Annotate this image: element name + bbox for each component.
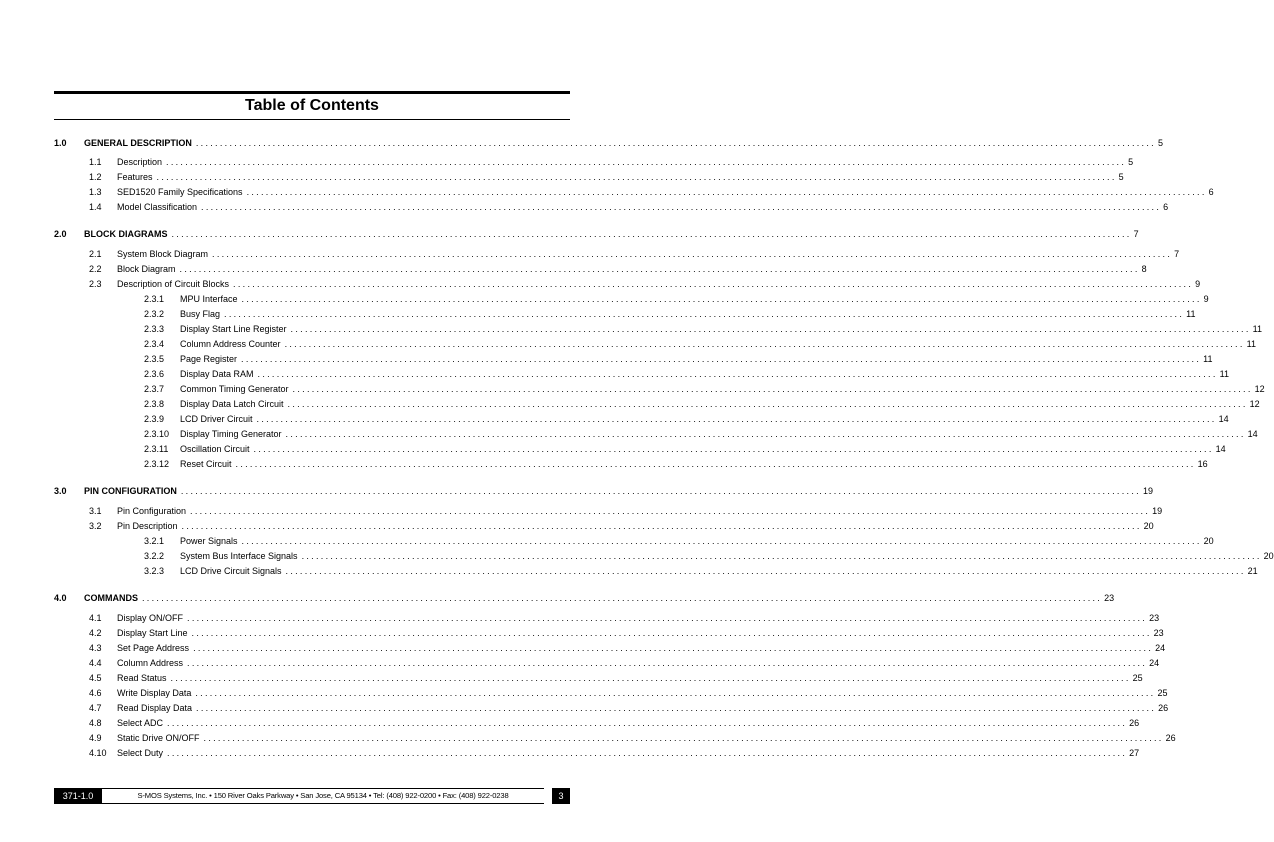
page-footer bbox=[54, 788, 570, 804]
toc-entry[interactable] bbox=[89, 641, 1166, 655]
toc-entry-title: COMMANDS bbox=[84, 593, 138, 603]
toc-entry-title: Pin Description bbox=[117, 521, 178, 531]
toc-section-entry[interactable] bbox=[54, 591, 1115, 605]
toc-entry-page: 24 bbox=[1149, 658, 1160, 668]
toc-leader-dots: ........................................................................................................................................................................................................ bbox=[195, 138, 1156, 148]
toc-entry-number: 2.3.11 bbox=[144, 444, 169, 454]
toc-leader-dots: ........................................................................................................................................................................................................ bbox=[181, 521, 1142, 531]
toc-entry-title: Column Address Counter bbox=[180, 339, 281, 349]
toc-entry-page: 27 bbox=[1129, 748, 1140, 758]
toc-entry-page: 5 bbox=[1128, 157, 1134, 167]
toc-leader-dots: ........................................................................................................................................................................................................ bbox=[241, 354, 1202, 364]
toc-entry-number: 4.3 bbox=[89, 643, 102, 653]
toc-entry-title: Column Address bbox=[117, 658, 184, 668]
toc-leader-dots: ........................................................................................................................................................................................................ bbox=[292, 384, 1253, 394]
toc-entry-page: 19 bbox=[1152, 506, 1163, 516]
toc-entry-page: 11 bbox=[1219, 369, 1229, 379]
toc-entry[interactable] bbox=[144, 442, 1226, 456]
toc-entry-number: 3.2.3 bbox=[144, 566, 165, 576]
toc-entry-number: 1.0 bbox=[54, 138, 67, 148]
toc-entry-number: 4.8 bbox=[89, 718, 102, 728]
toc-entry-title: Reset Circuit bbox=[180, 459, 232, 469]
toc-entry-page: 16 bbox=[1197, 459, 1208, 469]
toc-entry[interactable] bbox=[144, 352, 1213, 366]
toc-leader-dots: ........................................................................................................................................................................................................ bbox=[285, 566, 1246, 576]
toc-entry-title: Busy Flag bbox=[180, 309, 221, 319]
toc-entry-number: 2.3.4 bbox=[144, 339, 165, 349]
toc-leader-dots: ........................................................................................................................................................................................................ bbox=[284, 339, 1245, 349]
toc-entry-title: Static Drive ON/OFF bbox=[117, 733, 200, 743]
toc-leader-dots: ........................................................................................................................................................................................................ bbox=[196, 703, 1157, 713]
toc-entry-page: 6 bbox=[1208, 187, 1214, 197]
toc-entry-number: 2.3.3 bbox=[144, 324, 165, 334]
toc-entry-title: Display ON/OFF bbox=[117, 613, 184, 623]
toc-entry-page: 8 bbox=[1141, 264, 1147, 274]
toc-entry[interactable] bbox=[144, 457, 1208, 471]
toc-entry-title: Model Classification bbox=[117, 202, 198, 212]
toc-entry-number: 1.1 bbox=[89, 157, 102, 167]
toc-entry-title: Display Start Line Register bbox=[180, 324, 287, 334]
toc-entry-page: 20 bbox=[1203, 536, 1214, 546]
toc-entry-title: Common Timing Generator bbox=[180, 384, 289, 394]
toc-leader-dots: ........................................................................................................................................................................................................ bbox=[180, 486, 1141, 496]
toc-entry-number: 2.3.9 bbox=[144, 414, 165, 424]
toc-entry-title: Write Display Data bbox=[117, 688, 192, 698]
toc-entry-number: 3.0 bbox=[54, 486, 67, 496]
toc-entry-title: Set Page Address bbox=[117, 643, 190, 653]
toc-leader-dots: ........................................................................................................................................................................................................ bbox=[187, 658, 1148, 668]
toc-leader-dots: ........................................................................................................................................................................................................ bbox=[190, 506, 1151, 516]
toc-entry-number: 2.3.12 bbox=[144, 459, 170, 469]
toc-entry-title: Display Data RAM bbox=[180, 369, 254, 379]
toc-entry-title: Oscillation Circuit bbox=[180, 444, 250, 454]
toc-entry-number: 4.2 bbox=[89, 628, 102, 638]
toc-entry[interactable] bbox=[89, 611, 1160, 625]
toc-leader-dots: ........................................................................................................................................................................................................ bbox=[193, 643, 1154, 653]
toc-entry-title: Pin Configuration bbox=[117, 506, 187, 516]
toc-entry[interactable] bbox=[144, 322, 1262, 336]
toc-entry-page: 12 bbox=[1249, 399, 1260, 409]
toc-leader-dots: ........................................................................................................................................................................................................ bbox=[171, 229, 1132, 239]
toc-leader-dots: ........................................................................................................................................................................................................ bbox=[235, 459, 1196, 469]
toc-entry-number: 1.2 bbox=[89, 172, 102, 182]
toc-leader-dots: ........................................................................................................................................................................................................ bbox=[212, 249, 1173, 259]
toc-entry-title: GENERAL DESCRIPTION bbox=[84, 138, 192, 148]
page-title: Table of Contents bbox=[245, 97, 379, 114]
toc-entry-title: Page Register bbox=[180, 354, 238, 364]
toc-entry-number: 4.5 bbox=[89, 673, 102, 683]
toc-entry[interactable] bbox=[89, 731, 1176, 745]
toc-entry-number: 4.1 bbox=[89, 613, 102, 623]
toc-leader-dots: ........................................................................................................................................................................................................ bbox=[167, 718, 1128, 728]
toc-entry-title: MPU Interface bbox=[180, 294, 238, 304]
toc-entry-title: LCD Driver Circuit bbox=[180, 414, 253, 424]
toc-leader-dots: ........................................................................................................................................................................................................ bbox=[187, 613, 1148, 623]
toc-entry-page: 14 bbox=[1215, 444, 1226, 454]
toc-entry[interactable] bbox=[89, 716, 1140, 730]
footer-page-number: 3 bbox=[552, 788, 570, 804]
toc-entry-page: 23 bbox=[1149, 613, 1160, 623]
toc-entry[interactable] bbox=[89, 686, 1168, 700]
toc-entry-page: 11 bbox=[1203, 354, 1213, 364]
toc-entry[interactable] bbox=[144, 307, 1196, 321]
toc-entry-page: 23 bbox=[1104, 593, 1115, 603]
toc-entry-number: 4.10 bbox=[89, 748, 107, 758]
toc-entry-number: 3.2.2 bbox=[144, 551, 165, 561]
toc-leader-dots: ........................................................................................................................................................................................................ bbox=[170, 673, 1131, 683]
toc-entry-title: Display Data Latch Circuit bbox=[180, 399, 284, 409]
toc-leader-dots: ........................................................................................................................................................................................................ bbox=[142, 593, 1103, 603]
toc-entry[interactable] bbox=[89, 277, 1201, 291]
toc-entry-title: BLOCK DIAGRAMS bbox=[84, 229, 168, 239]
toc-entry-page: 25 bbox=[1157, 688, 1168, 698]
toc-entry-number: 2.3.5 bbox=[144, 354, 165, 364]
toc-entry[interactable] bbox=[144, 382, 1265, 396]
toc-entry-title: LCD Drive Circuit Signals bbox=[180, 566, 282, 576]
toc-entry-title: Block Diagram bbox=[117, 264, 176, 274]
toc-entry[interactable] bbox=[89, 519, 1154, 533]
toc-entry-number: 3.1 bbox=[89, 506, 102, 516]
toc-entry[interactable] bbox=[89, 185, 1214, 199]
toc-entry-page: 12 bbox=[1254, 384, 1265, 394]
toc-leader-dots: ........................................................................................................................................................................................................ bbox=[241, 536, 1202, 546]
toc-entry-number: 2.2 bbox=[89, 264, 102, 274]
toc-entry-number: 2.3.2 bbox=[144, 309, 165, 319]
toc-entry-title: Select ADC bbox=[117, 718, 164, 728]
footer-company-info: S-MOS Systems, Inc. • 150 River Oaks Parkway • San Jose, CA 95134 • Tel: (408) 922-0200 • Fax: (408) 922-0238 bbox=[102, 788, 544, 804]
toc-entry-title: PIN CONFIGURATION bbox=[84, 486, 177, 496]
toc-entry-number: 1.4 bbox=[89, 202, 102, 212]
toc-leader-dots: ........................................................................................................................................................................................................ bbox=[301, 551, 1262, 561]
toc-entry[interactable] bbox=[89, 155, 1134, 169]
toc-leader-dots: ........................................................................................................................................................................................................ bbox=[156, 172, 1117, 182]
toc-entry-page: 7 bbox=[1133, 229, 1139, 239]
toc-leader-dots: ........................................................................................................................................................................................................ bbox=[201, 202, 1162, 212]
toc-entry[interactable] bbox=[144, 337, 1257, 351]
toc-entry[interactable] bbox=[89, 671, 1143, 685]
toc-entry-title: Description bbox=[117, 157, 163, 167]
toc-section-entry[interactable] bbox=[54, 227, 1139, 241]
toc-entry-number: 2.0 bbox=[54, 229, 67, 239]
footer-doc-id: 371-1.0 bbox=[54, 788, 102, 804]
toc-entry-page: 20 bbox=[1263, 551, 1274, 561]
toc-leader-dots: ........................................................................................................................................................................................................ bbox=[241, 294, 1202, 304]
toc-entry-number: 1.3 bbox=[89, 187, 102, 197]
toc-entry-page: 11 bbox=[1246, 339, 1257, 349]
toc-entry-page: 23 bbox=[1153, 628, 1164, 638]
toc-entry-title: SED1520 Family Specifications bbox=[117, 187, 243, 197]
toc-entry[interactable] bbox=[89, 247, 1180, 261]
toc-leader-dots: ........................................................................................................................................................................................................ bbox=[257, 369, 1218, 379]
toc-entry-title: System Bus Interface Signals bbox=[180, 551, 298, 561]
toc-entry-page: 26 bbox=[1165, 733, 1176, 743]
toc-entry[interactable] bbox=[89, 200, 1169, 214]
toc-entry-page: 24 bbox=[1155, 643, 1166, 653]
toc-entry-number: 2.1 bbox=[89, 249, 102, 259]
toc-entry[interactable] bbox=[144, 427, 1258, 441]
toc-entry[interactable] bbox=[144, 564, 1258, 578]
toc-leader-dots: ........................................................................................................................................................................................................ bbox=[253, 444, 1214, 454]
toc-entry-title: Features bbox=[117, 172, 153, 182]
toc-entry-page: 19 bbox=[1142, 486, 1153, 496]
toc-entry-page: 14 bbox=[1218, 414, 1229, 424]
toc-entry-page: 5 bbox=[1118, 172, 1124, 182]
toc-entry[interactable] bbox=[89, 746, 1140, 760]
toc-entry-title: Display Timing Generator bbox=[180, 429, 282, 439]
toc-entry-number: 2.3.6 bbox=[144, 369, 165, 379]
toc-entry-title: Select Duty bbox=[117, 748, 164, 758]
toc-leader-dots: ........................................................................................................................................................................................................ bbox=[166, 157, 1127, 167]
toc-leader-dots: ........................................................................................................................................................................................................ bbox=[256, 414, 1217, 424]
toc-entry-number: 4.4 bbox=[89, 658, 102, 668]
toc-leader-dots: ........................................................................................................................................................................................................ bbox=[233, 279, 1194, 289]
toc-entry-number: 4.7 bbox=[89, 703, 102, 713]
toc-entry-title: System Block Diagram bbox=[117, 249, 209, 259]
toc-leader-dots: ........................................................................................................................................................................................................ bbox=[179, 264, 1140, 274]
toc-leader-dots: ........................................................................................................................................................................................................ bbox=[224, 309, 1185, 319]
toc-entry[interactable] bbox=[144, 292, 1209, 306]
toc-entry-page: 6 bbox=[1163, 202, 1169, 212]
toc-leader-dots: ........................................................................................................................................................................................................ bbox=[203, 733, 1164, 743]
toc-entry-title: Display Start Line bbox=[117, 628, 188, 638]
toc-entry-page: 14 bbox=[1247, 429, 1258, 439]
toc-entry-number: 2.3.8 bbox=[144, 399, 165, 409]
toc-leader-dots: ........................................................................................................................................................................................................ bbox=[290, 324, 1251, 334]
toc-entry[interactable] bbox=[89, 504, 1163, 518]
toc-entry-page: 25 bbox=[1132, 673, 1143, 683]
toc-entry-number: 2.3.10 bbox=[144, 429, 170, 439]
toc-entry-title: Read Status bbox=[117, 673, 167, 683]
toc-leader-dots: ........................................................................................................................................................................................................ bbox=[287, 399, 1248, 409]
toc-leader-dots: ........................................................................................................................................................................................................ bbox=[246, 187, 1207, 197]
toc-entry-title: Power Signals bbox=[180, 536, 238, 546]
toc-entry-number: 3.2.1 bbox=[144, 536, 165, 546]
toc-entry-page: 5 bbox=[1157, 138, 1163, 148]
toc-entry-number: 4.0 bbox=[54, 593, 67, 603]
toc-entry-number: 4.9 bbox=[89, 733, 102, 743]
toc-entry-number: 2.3.1 bbox=[144, 294, 165, 304]
toc-entry-page: 11 bbox=[1252, 324, 1262, 334]
toc-section-entry[interactable] bbox=[54, 484, 1153, 498]
toc-entry-page: 9 bbox=[1195, 279, 1201, 289]
toc-entry[interactable] bbox=[89, 170, 1124, 184]
toc-section-entry[interactable] bbox=[54, 136, 1163, 150]
toc-leader-dots: ........................................................................................................................................................................................................ bbox=[285, 429, 1246, 439]
toc-entry[interactable] bbox=[144, 534, 1214, 548]
toc-entry-number: 2.3 bbox=[89, 279, 102, 289]
toc-entry-number: 3.2 bbox=[89, 521, 102, 531]
toc-leader-dots: ........................................................................................................................................................................................................ bbox=[191, 628, 1152, 638]
toc-entry[interactable] bbox=[144, 367, 1229, 381]
toc-entry-page: 21 bbox=[1247, 566, 1258, 576]
toc-entry-title: Read Display Data bbox=[117, 703, 193, 713]
toc-entry-page: 7 bbox=[1174, 249, 1180, 259]
toc-entry[interactable] bbox=[89, 626, 1164, 640]
toc-entry-number: 4.6 bbox=[89, 688, 102, 698]
toc-entry[interactable] bbox=[89, 262, 1147, 276]
toc-leader-dots: ........................................................................................................................................................................................................ bbox=[195, 688, 1156, 698]
toc-entry-page: 26 bbox=[1129, 718, 1140, 728]
toc-entry[interactable] bbox=[144, 397, 1260, 411]
toc-entry[interactable] bbox=[144, 549, 1274, 563]
toc-entry[interactable] bbox=[89, 656, 1160, 670]
toc-entry-page: 26 bbox=[1158, 703, 1169, 713]
toc-entry[interactable] bbox=[144, 412, 1229, 426]
toc-entry-page: 20 bbox=[1143, 521, 1154, 531]
toc-entry-page: 9 bbox=[1203, 294, 1209, 304]
toc-entry-page: 11 bbox=[1186, 309, 1196, 319]
toc-entry-number: 2.3.7 bbox=[144, 384, 165, 394]
toc-entry-title: Description of Circuit Blocks bbox=[117, 279, 230, 289]
toc-entry[interactable] bbox=[89, 701, 1169, 715]
toc-leader-dots: ........................................................................................................................................................................................................ bbox=[167, 748, 1128, 758]
